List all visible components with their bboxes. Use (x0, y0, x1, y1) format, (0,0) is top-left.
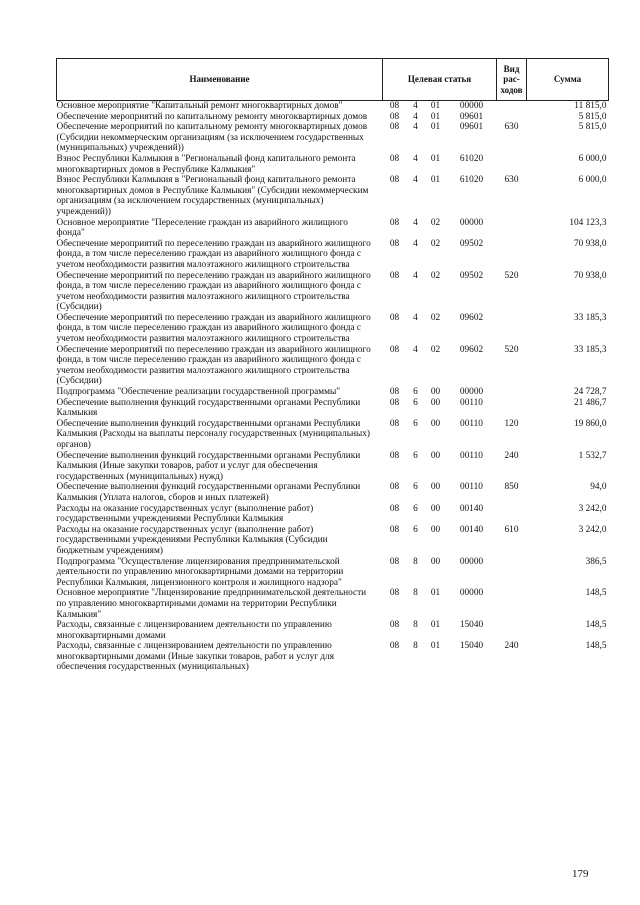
row-code-subprogram: 6 (413, 450, 418, 461)
row-expense-kind (497, 154, 527, 175)
row-code-direction: 09601 (459, 111, 484, 122)
row-code-direction: 00110 (460, 482, 483, 493)
table-row (57, 345, 609, 387)
row-name: Обеспечение мероприятий по капитальному ремонту многоквартирных домов (Субсидии некоммерческим организациям (за исключением государственных (муниципальных) учреждений)) (56, 122, 368, 154)
row-sum: 70 938,0 (573, 270, 607, 281)
row-name: Обеспечение мероприятий по капитальному ремонту многоквартирных домов (56, 111, 368, 122)
row-name: Обеспечение выполнения функций государственными органами Республики Калмыкия (Иные закупки товаров, работ и услуг для обеспечения государственных (муниципальных) нужд) (56, 450, 361, 482)
row-name: Основное мероприятие "Капитальный ремонт многоквартирных домов" (56, 101, 343, 111)
row-code-subprogram: 4 (413, 153, 418, 164)
table-row (57, 218, 609, 239)
table-row (57, 525, 609, 557)
row-code-activity: 01 (430, 620, 441, 631)
table-row (57, 101, 609, 112)
row-code-direction: 00000 (459, 588, 484, 599)
row-sum: 33 185,3 (573, 344, 607, 355)
row-code-program: 08 (389, 153, 400, 164)
row-expense-kind: 630 (504, 175, 519, 186)
row-code-program: 08 (389, 111, 400, 122)
row-name: Подпрограмма "Осуществление лицензирования предпринимательской деятельности по управлению многоквартирными домами на территории Республики Калмыкия, лицензионного контроля и жилищного надзора" (56, 556, 344, 588)
row-expense-kind: 120 (504, 418, 519, 429)
row-sum: 5 815,0 (578, 111, 607, 122)
row-expense-kind (497, 398, 527, 419)
row-expense-kind (497, 313, 527, 345)
row-expense-kind (497, 504, 527, 525)
row-code-direction: 00000 (459, 217, 484, 228)
table-row (57, 588, 609, 620)
row-name: Основное мероприятие "Лицензирование предпринимательской деятельности по управлению многоквартирными домами на территории Республики Калмыкия" (56, 588, 367, 620)
row-code-direction: 00000 (459, 387, 484, 398)
row-code-activity: 02 (430, 312, 441, 323)
row-expense-kind: 850 (504, 482, 519, 493)
row-code-program: 08 (389, 217, 400, 228)
row-code-direction: 09602 (459, 344, 484, 355)
table-row (57, 557, 609, 589)
row-sum: 148,5 (585, 641, 607, 652)
row-code-subprogram: 4 (413, 175, 418, 186)
row-code-activity: 00 (430, 556, 441, 567)
row-code-activity: 00 (430, 524, 441, 535)
row-code-subprogram: 6 (413, 418, 418, 429)
row-code-subprogram: 4 (413, 344, 418, 355)
row-code-subprogram: 8 (413, 588, 418, 599)
row-name: Расходы на оказание государственных услуг (выполнение работ) государственными учреждениями Республики Калмыкия (Субсидии бюджетным учреждениям) (56, 524, 328, 556)
row-code-program: 08 (389, 450, 400, 461)
row-sum: 3 242,0 (578, 503, 607, 514)
row-code-activity: 00 (430, 418, 441, 429)
row-sum: 148,5 (585, 620, 607, 631)
header-sum: Сумма (527, 59, 609, 101)
row-code-program: 08 (389, 270, 400, 281)
table-row (57, 451, 609, 483)
row-code-direction: 15040 (459, 641, 484, 652)
row-code-program: 08 (389, 344, 400, 355)
row-code-direction: 09602 (459, 312, 484, 323)
row-name: Подпрограмма "Обеспечение реализации государственной программы" (56, 387, 341, 398)
row-code-direction: 00140 (459, 503, 484, 514)
row-sum: 3 242,0 (578, 524, 607, 535)
row-code-subprogram: 4 (413, 101, 418, 111)
row-code-activity: 01 (430, 588, 441, 599)
row-expense-kind: 520 (504, 270, 519, 281)
header-target-article: Целевая статья (383, 59, 497, 101)
row-code-direction: 61020 (459, 153, 484, 164)
table-row (57, 482, 609, 503)
table-row (57, 398, 609, 419)
row-code-activity: 02 (430, 270, 441, 281)
row-sum: 148,5 (585, 588, 607, 599)
table-header-row (57, 59, 609, 101)
table-row (57, 122, 609, 154)
row-sum: 6 000,0 (578, 175, 607, 186)
row-code-program: 08 (389, 397, 400, 408)
row-code-program: 08 (389, 641, 400, 652)
row-expense-kind (497, 387, 527, 398)
row-code-program: 08 (389, 482, 400, 493)
row-code-subprogram: 4 (413, 217, 418, 228)
row-name: Обеспечение мероприятий по переселению граждан из аварийного жилищного фонда, в том числе переселению граждан из аварийного жилищного фонда с учетом необходимости развития малоэтажного жилищного строительства (Субсидии) (56, 344, 371, 387)
row-code-activity: 00 (430, 503, 441, 514)
row-code-activity: 01 (430, 122, 441, 133)
row-name: Расходы, связанные с лицензированием деятельности по управлению многоквартирными домами (56, 620, 332, 641)
row-code-subprogram: 4 (413, 238, 418, 249)
row-sum: 19 860,0 (573, 418, 607, 429)
table-row (57, 154, 609, 175)
row-code-subprogram: 6 (413, 524, 418, 535)
row-code-subprogram: 8 (413, 620, 418, 631)
budget-table (56, 58, 609, 673)
row-name: Расходы, связанные с лицензированием деятельности по управлению многоквартирными домами (Иные закупки товаров, работ и услуг для обеспечения государственных (муниципальных) (56, 641, 335, 673)
row-name: Обеспечение выполнения функций государственными органами Республики Калмыкия (56, 397, 361, 419)
row-code-direction: 61020 (459, 175, 484, 186)
row-expense-kind: 520 (504, 344, 519, 355)
row-expense-kind: 610 (504, 524, 519, 535)
row-code-program: 08 (389, 238, 400, 249)
table-row (57, 387, 609, 398)
table-row (57, 419, 609, 451)
row-code-activity: 01 (430, 111, 441, 122)
row-code-program: 08 (389, 122, 400, 133)
row-code-subprogram: 6 (413, 503, 418, 514)
row-code-direction: 00110 (460, 397, 483, 408)
row-sum: 6 000,0 (578, 153, 607, 164)
row-code-direction: 15040 (459, 620, 484, 631)
row-sum: 21 486,7 (573, 397, 607, 408)
row-code-activity: 02 (430, 238, 441, 249)
row-code-program: 08 (389, 503, 400, 514)
table-row (57, 239, 609, 271)
row-code-subprogram: 6 (413, 397, 418, 408)
table-row (57, 504, 609, 525)
row-expense-kind: 240 (504, 641, 519, 652)
row-expense-kind: 240 (504, 450, 519, 461)
row-sum: 33 185,3 (573, 312, 607, 323)
row-name: Обеспечение выполнения функций государственными органами Республики Калмыкия (Расходы на выплаты персоналу государственных (муниципальных) органов) (56, 418, 370, 450)
row-expense-kind (497, 101, 527, 112)
row-code-subprogram: 6 (413, 387, 418, 398)
table-row (57, 112, 609, 123)
row-code-activity: 00 (430, 482, 441, 493)
row-name: Обеспечение мероприятий по переселению граждан из аварийного жилищного фонда, в том числе переселению граждан из аварийного жилищного фонда с учетом необходимости развития малоэтажного жилищного строительства (56, 238, 371, 270)
row-code-direction: 00140 (459, 524, 484, 535)
row-code-direction: 00110 (460, 450, 483, 461)
row-code-direction: 00000 (459, 556, 484, 567)
row-code-activity: 01 (430, 175, 441, 186)
row-code-activity: 01 (430, 101, 441, 111)
row-code-program: 08 (389, 620, 400, 631)
row-name: Обеспечение выполнения функций государственными органами Республики Калмыкия (Уплата налогов, сборов и иных платежей) (56, 482, 361, 503)
row-sum: 24 728,7 (573, 387, 607, 398)
row-code-subprogram: 8 (413, 556, 418, 567)
row-code-activity: 01 (430, 641, 441, 652)
row-name: Обеспечение мероприятий по переселению граждан из аварийного жилищного фонда, в том числе переселению граждан из аварийного жилищного фонда с учетом необходимости развития малоэтажного жилищного строительства (56, 312, 371, 345)
row-sum: 1 532,7 (578, 450, 607, 461)
row-code-program: 08 (389, 588, 400, 599)
row-sum: 5 815,0 (578, 122, 607, 133)
table-row (57, 620, 609, 641)
row-code-activity: 00 (430, 397, 441, 408)
header-expense-kind: Вид рас- ходов (497, 59, 527, 101)
row-code-direction: 00000 (459, 101, 484, 111)
row-sum: 94,0 (590, 482, 607, 493)
row-code-activity: 00 (430, 387, 441, 398)
row-sum: 70 938,0 (573, 238, 607, 249)
row-expense-kind (497, 620, 527, 641)
row-code-subprogram: 4 (413, 312, 418, 323)
row-expense-kind (497, 588, 527, 620)
row-code-direction: 09502 (459, 238, 484, 249)
row-name: Взнос Республики Калмыкия в "Региональный фонд капитального ремонта многоквартирных домов в Республике Калмыкия" (Субсидии некоммерческим организациям (за исключением государственных (муниципальных) учреждений)) (56, 175, 369, 217)
row-code-activity: 00 (430, 450, 441, 461)
row-name: Взнос Республики Калмыкия в "Региональный фонд капитального ремонта многоквартирных домов в Республике Калмыкия" (56, 153, 356, 175)
row-code-subprogram: 4 (413, 122, 418, 133)
row-sum: 104 123,3 (569, 217, 607, 228)
row-code-program: 08 (389, 418, 400, 429)
page-number: 179 (572, 868, 589, 880)
row-code-activity: 02 (430, 344, 441, 355)
row-code-program: 08 (389, 524, 400, 535)
row-code-direction: 00110 (460, 418, 483, 429)
row-code-activity: 02 (430, 217, 441, 228)
table-body (57, 101, 609, 674)
table-row (57, 313, 609, 345)
row-code-direction: 09502 (459, 270, 484, 281)
row-code-program: 08 (389, 556, 400, 567)
row-code-subprogram: 4 (413, 111, 418, 122)
table-row (57, 271, 609, 313)
row-expense-kind (497, 218, 527, 239)
row-code-subprogram: 4 (413, 270, 418, 281)
header-name: Наименование (57, 59, 383, 101)
row-name: Основное мероприятие "Переселение граждан из аварийного жилищного фонда" (56, 217, 348, 239)
row-code-subprogram: 6 (413, 482, 418, 493)
row-code-subprogram: 8 (413, 641, 418, 652)
table-row (57, 641, 609, 673)
row-name: Обеспечение мероприятий по переселению граждан из аварийного жилищного фонда, в том числе переселению граждан из аварийного жилищного фонда с учетом необходимости развития малоэтажного жилищного строительства (Субсидии) (56, 270, 371, 313)
row-code-activity: 01 (430, 153, 441, 164)
row-code-program: 08 (389, 312, 400, 323)
row-expense-kind (497, 239, 527, 271)
table-row (57, 175, 609, 217)
row-code-program: 08 (389, 175, 400, 186)
row-code-program: 08 (389, 387, 400, 398)
row-code-program: 08 (389, 101, 400, 111)
row-expense-kind: 630 (504, 122, 519, 133)
row-expense-kind (497, 557, 527, 589)
row-sum: 386,5 (585, 556, 607, 567)
row-name: Расходы на оказание государственных услуг (выполнение работ) государственными учреждениями Республики Калмыкия (56, 503, 314, 525)
row-sum: 11 815,0 (574, 101, 607, 111)
row-expense-kind (497, 112, 527, 123)
row-code-direction: 09601 (459, 122, 484, 133)
